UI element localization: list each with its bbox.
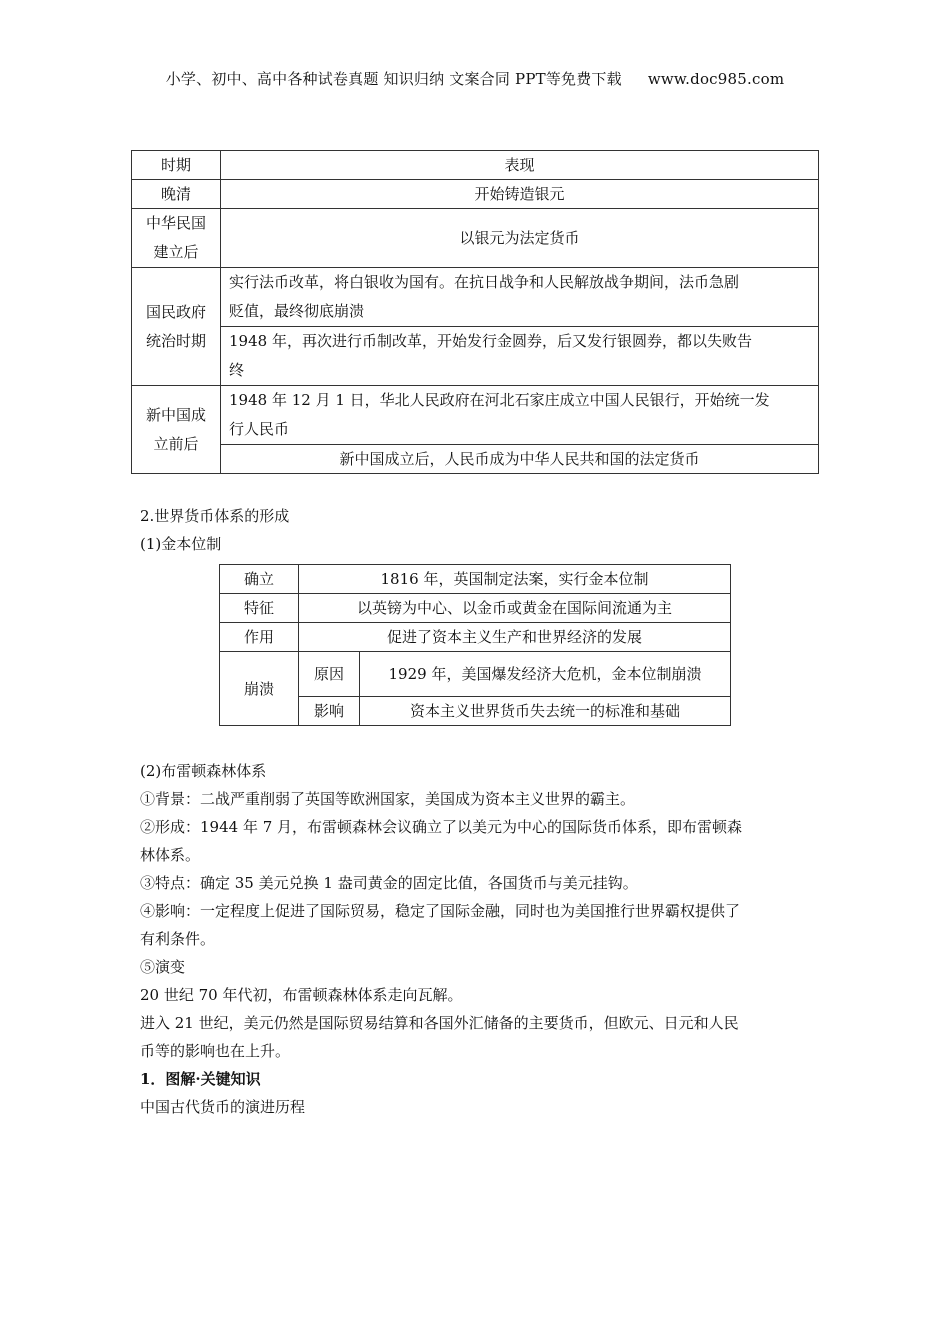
currency-history-table — [131, 150, 819, 474]
period-cell: 中华民国 建立后 — [132, 209, 221, 268]
table-row — [132, 327, 819, 386]
sub-label: 原因 — [299, 652, 360, 697]
header-tagline: 小学、初中、高中各种试卷真题 知识归纳 文案合同 PPT等免费下载 — [165, 70, 622, 88]
section-heading-area — [140, 502, 816, 558]
paragraph-evolution-2: 进入 21 世纪，美元仍然是国际贸易结算和各国外汇储备的主要货币，但欧元、日元和人民 — [140, 1014, 739, 1032]
row-label: 特征 — [220, 594, 299, 623]
paragraph-background: ①背景：二战严重削弱了英国等欧洲国家，美国成为资本主义世界的霸主。 — [140, 790, 636, 808]
row-label: 作用 — [220, 623, 299, 652]
bretton-woods-section — [140, 757, 816, 1121]
paragraph-impact: ④影响：一定程度上促进了国际贸易，稳定了国际金融，同时也为美国推行世界霸权提供了 — [140, 902, 741, 920]
table-row — [220, 594, 731, 623]
table-row — [132, 445, 819, 474]
paragraph-evolution-title: ⑤演变 — [140, 958, 186, 976]
page-header — [0, 68, 950, 89]
table-row — [220, 623, 731, 652]
content-cell: 新中国成立后，人民币成为中华人民共和国的法定货币 — [221, 445, 819, 474]
row-value: 促进了资本主义生产和世界经济的发展 — [299, 623, 731, 652]
content-cell: 1948 年，再次进行币制改革，开始发行金圆券，后又发行银圆券，都以失败告 终 — [221, 327, 819, 386]
sub-label: 影响 — [299, 697, 360, 726]
row-label: 崩溃 — [220, 652, 299, 726]
paragraph-formation-cont: 林体系。 — [140, 846, 201, 864]
period-cell: 新中国成 立前后 — [132, 386, 221, 474]
table-header-row — [132, 151, 819, 180]
paragraph-evolution-2-cont: 币等的影响也在上升。 — [140, 1042, 291, 1060]
row-value: 1816 年，英国制定法案，实行金本位制 — [299, 565, 731, 594]
content-cell: 以银元为法定货币 — [221, 209, 819, 268]
row-value: 以英镑为中心、以金币或黄金在国际间流通为主 — [299, 594, 731, 623]
paragraph-evolution-1: 20 世纪 70 年代初，布雷顿森林体系走向瓦解。 — [140, 986, 463, 1004]
period-cell: 国民政府 统治时期 — [132, 268, 221, 386]
row-label: 确立 — [220, 565, 299, 594]
content-cell: 实行法币改革，将白银收为国有。在抗日战争和人民解放战争期间，法币急剧 贬值，最终彻底崩溃 — [221, 268, 819, 327]
key-knowledge-subtitle: 中国古代货币的演进历程 — [140, 1098, 306, 1116]
section-title: 2.世界货币体系的形成 — [140, 507, 290, 525]
row-value: 资本主义世界货币失去统一的标准和基础 — [360, 697, 731, 726]
gold-standard-table — [219, 564, 731, 726]
content-cell: 开始铸造银元 — [221, 180, 819, 209]
table-row — [220, 652, 731, 697]
content-cell: 1948 年 12 月 1 日，华北人民政府在河北石家庄成立中国人民银行，开始统一发 行人民币 — [221, 386, 819, 445]
table-row — [132, 268, 819, 327]
header-content: 表现 — [221, 151, 819, 180]
subsection-title: (1)金本位制 — [140, 535, 222, 553]
header-url: www.doc985.com — [647, 70, 785, 88]
table-row — [132, 386, 819, 445]
paragraph-impact-cont: 有利条件。 — [140, 930, 216, 948]
header-period: 时期 — [132, 151, 221, 180]
table-row — [132, 209, 819, 268]
table-row — [132, 180, 819, 209]
paragraph-features: ③特点：确定 35 美元兑换 1 盎司黄金的固定比值，各国货币与美元挂钩。 — [140, 874, 638, 892]
paragraph-formation: ②形成：1944 年 7 月，布雷顿森林会议确立了以美元为中心的国际货币体系，即布雷顿森 — [140, 818, 743, 836]
period-cell: 晚清 — [132, 180, 221, 209]
row-value: 1929 年，美国爆发经济大危机，金本位制崩溃 — [360, 652, 731, 697]
table-row — [220, 565, 731, 594]
subsection-title: (2)布雷顿森林体系 — [140, 762, 267, 780]
key-knowledge-title: 1．图解·关键知识 — [140, 1070, 261, 1088]
